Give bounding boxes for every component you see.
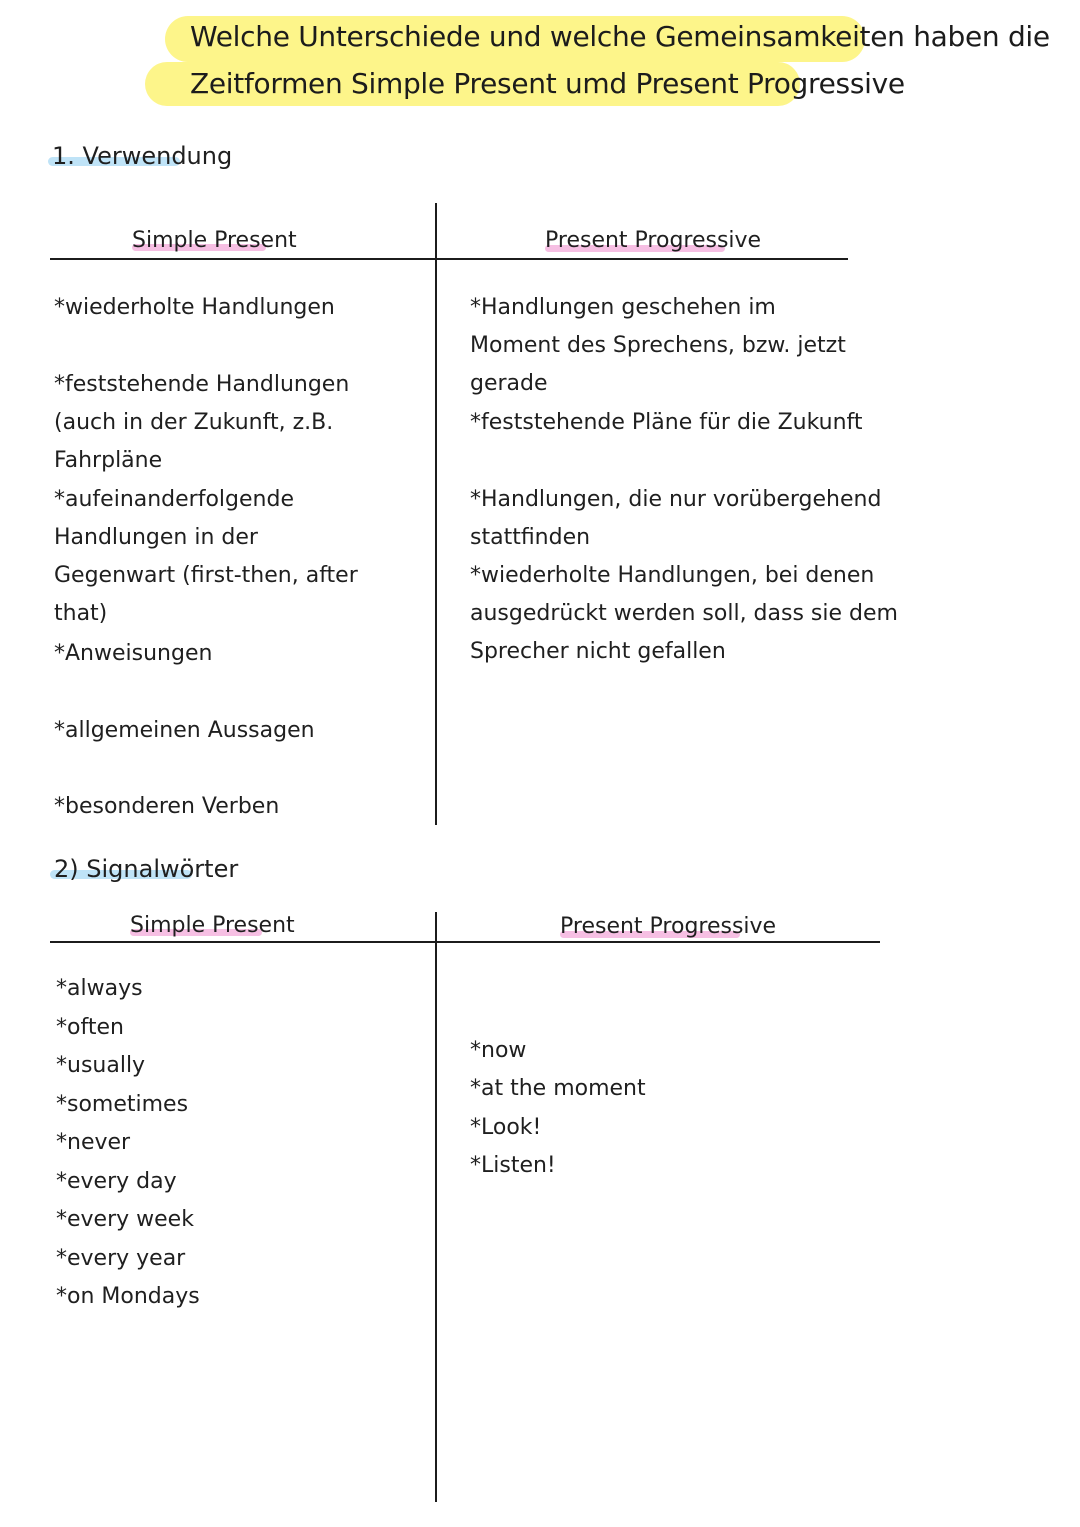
list-item: *allgemeinen Aussagen [54,718,315,743]
list-item: *every day [56,1169,177,1194]
page-title-line-1: Welche Unterschiede und welche Gemeinsamkeiten haben die [190,20,1050,53]
page-title-line-2: Zeitformen Simple Present umd Present Progressive [190,67,905,100]
list-item: *at the moment [470,1076,646,1101]
column-header-present-progressive: Present Progressive [560,914,777,939]
table-column-divider [435,912,437,1502]
column-header-simple-present: Simple Present [130,913,295,938]
list-item: *never [56,1130,131,1155]
list-item: *every year [56,1246,186,1271]
column-header-simple-present: Simple Present [132,228,297,253]
list-item: *feststehende Pläne für die Zukunft [470,410,863,435]
list-item: *wiederholte Handlungen, bei denen ausgedrückt werden soll, dass sie dem Sprecher nicht gefallen [470,563,898,664]
section-heading-verwendung: 1. Verwendung [52,142,233,170]
table-header-rule [50,258,848,260]
list-item: *sometimes [56,1092,189,1117]
column-header-present-progressive: Present Progressive [545,228,762,253]
list-item: *feststehende Handlungen (auch in der Zukunft, z.B. Fahrpläne [54,372,350,473]
section-heading-signalwoerter: 2) Signalwörter [54,855,239,883]
list-item: *on Mondays [56,1284,200,1309]
table-header-rule [50,941,880,943]
list-item: *besonderen Verben [54,794,280,819]
list-item: *usually [56,1053,146,1078]
list-item: *Anweisungen [54,641,213,666]
list-item: *Listen! [470,1153,556,1178]
list-item: *every week [56,1207,194,1232]
list-item: *wiederholte Handlungen [54,295,335,320]
list-item: *often [56,1015,124,1040]
list-item: *Look! [470,1115,542,1140]
list-item: *Handlungen geschehen im Moment des Sprechens, bzw. jetzt gerade [470,295,846,396]
list-item: *now [470,1038,527,1063]
list-item: *always [56,976,143,1001]
list-item: *Handlungen, die nur vorübergehend stattfinden [470,487,882,550]
list-item: *aufeinanderfolgende Handlungen in der Gegenwart (first-then, after that) [54,487,358,626]
